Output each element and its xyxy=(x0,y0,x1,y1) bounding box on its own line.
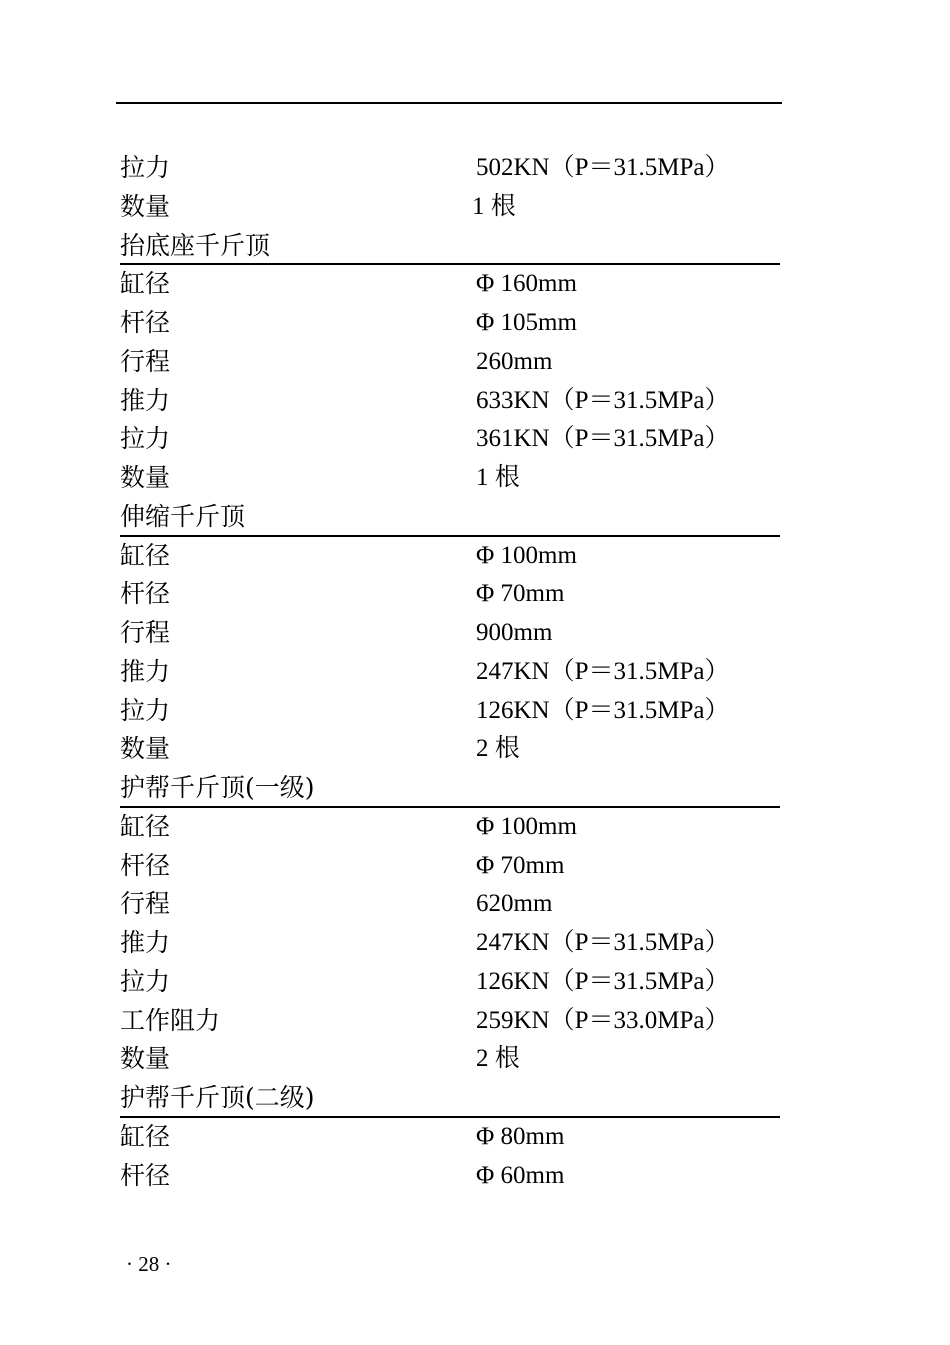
spec-row xyxy=(120,963,780,1002)
spec-label: 拉力 xyxy=(120,695,171,725)
spec-label: 推力 xyxy=(120,928,171,957)
spec-row xyxy=(120,885,780,924)
spec-label: 拉力 xyxy=(120,153,171,182)
spec-row xyxy=(120,265,780,304)
spec-row xyxy=(120,188,780,227)
spec-row xyxy=(120,692,780,731)
header-rule xyxy=(116,102,782,104)
spec-value: Φ 105mm xyxy=(476,309,577,336)
spec-row xyxy=(120,730,780,769)
spec-value: 247KN（P＝31.5MPa） xyxy=(476,657,730,685)
spec-label: 缸径 xyxy=(120,269,171,299)
spec-label: 杆径 xyxy=(120,1160,171,1190)
spec-value: Φ 70mm xyxy=(476,580,565,608)
spec-row xyxy=(120,382,780,421)
spec-list xyxy=(120,149,780,1195)
spec-value: 1 根 xyxy=(472,192,516,220)
section-heading-telescopic-jack xyxy=(120,498,780,537)
spec-row xyxy=(120,653,780,692)
page-number: · 28 · xyxy=(126,1252,172,1276)
spec-label: 杆径 xyxy=(120,579,171,609)
spec-value: 2 根 xyxy=(476,1045,520,1073)
spec-row xyxy=(120,1002,780,1041)
section-heading-face-guard-jack-stage-1 xyxy=(120,769,780,808)
spec-value: Φ 160mm xyxy=(476,270,577,298)
spec-label: 行程 xyxy=(120,618,171,647)
spec-row xyxy=(120,304,780,343)
spec-row xyxy=(120,808,780,847)
spec-value: 259KN（P＝33.0MPa） xyxy=(476,1006,730,1034)
spec-value: Φ 70mm xyxy=(476,851,565,879)
section-heading-face-guard-jack-stage-2 xyxy=(120,1079,780,1118)
spec-value: Φ 100mm xyxy=(476,541,577,569)
spec-value: 126KN（P＝31.5MPa） xyxy=(476,967,730,995)
spec-row xyxy=(120,924,780,963)
section-title: 护帮千斤顶(二级) xyxy=(120,1083,315,1112)
spec-value: 260mm xyxy=(476,347,553,375)
spec-value: Φ 100mm xyxy=(476,812,577,840)
spec-row xyxy=(120,1157,780,1196)
spec-label: 杆径 xyxy=(120,850,171,880)
spec-label: 行程 xyxy=(120,889,171,919)
spec-value: 900mm xyxy=(476,619,553,646)
spec-label: 缸径 xyxy=(120,1121,171,1151)
spec-label: 拉力 xyxy=(120,424,171,454)
spec-value: 247KN（P＝31.5MPa） xyxy=(476,929,730,956)
spec-label: 数量 xyxy=(120,463,171,492)
spec-row xyxy=(120,1118,780,1157)
spec-row xyxy=(120,614,780,653)
spec-value: Φ 80mm xyxy=(476,1122,565,1150)
spec-row xyxy=(120,1040,780,1079)
spec-label: 数量 xyxy=(120,1044,171,1074)
spec-label: 推力 xyxy=(120,656,171,686)
spec-label: 杆径 xyxy=(120,308,171,337)
spec-row xyxy=(120,343,780,382)
spec-row xyxy=(120,459,780,498)
spec-value: 361KN（P＝31.5MPa） xyxy=(476,425,730,453)
section-title: 伸缩千斤顶 xyxy=(120,501,246,531)
spec-value: 502KN（P＝31.5MPa） xyxy=(476,154,730,181)
spec-row xyxy=(120,847,780,886)
spec-label: 行程 xyxy=(120,346,171,376)
spec-label: 数量 xyxy=(120,734,171,764)
spec-label: 缸径 xyxy=(120,540,171,570)
spec-row xyxy=(120,537,780,576)
spec-value: 1 根 xyxy=(476,464,520,491)
section-title: 护帮千斤顶(一级) xyxy=(120,773,315,802)
section-heading-lift-base-jack xyxy=(120,227,780,266)
spec-label: 数量 xyxy=(120,191,171,221)
spec-row xyxy=(120,575,780,614)
section-title: 抬底座千斤顶 xyxy=(120,230,271,260)
spec-value: 126KN（P＝31.5MPa） xyxy=(476,696,730,724)
spec-row xyxy=(120,420,780,459)
spec-label: 拉力 xyxy=(120,966,171,996)
spec-label: 缸径 xyxy=(120,811,171,841)
spec-value: 620mm xyxy=(476,890,553,918)
spec-value: 2 根 xyxy=(476,735,520,763)
spec-row xyxy=(120,149,780,188)
spec-value: 633KN（P＝31.5MPa） xyxy=(476,386,730,414)
spec-label: 推力 xyxy=(120,385,171,415)
spec-value: Φ 60mm xyxy=(476,1161,565,1189)
spec-label: 工作阻力 xyxy=(120,1005,221,1035)
